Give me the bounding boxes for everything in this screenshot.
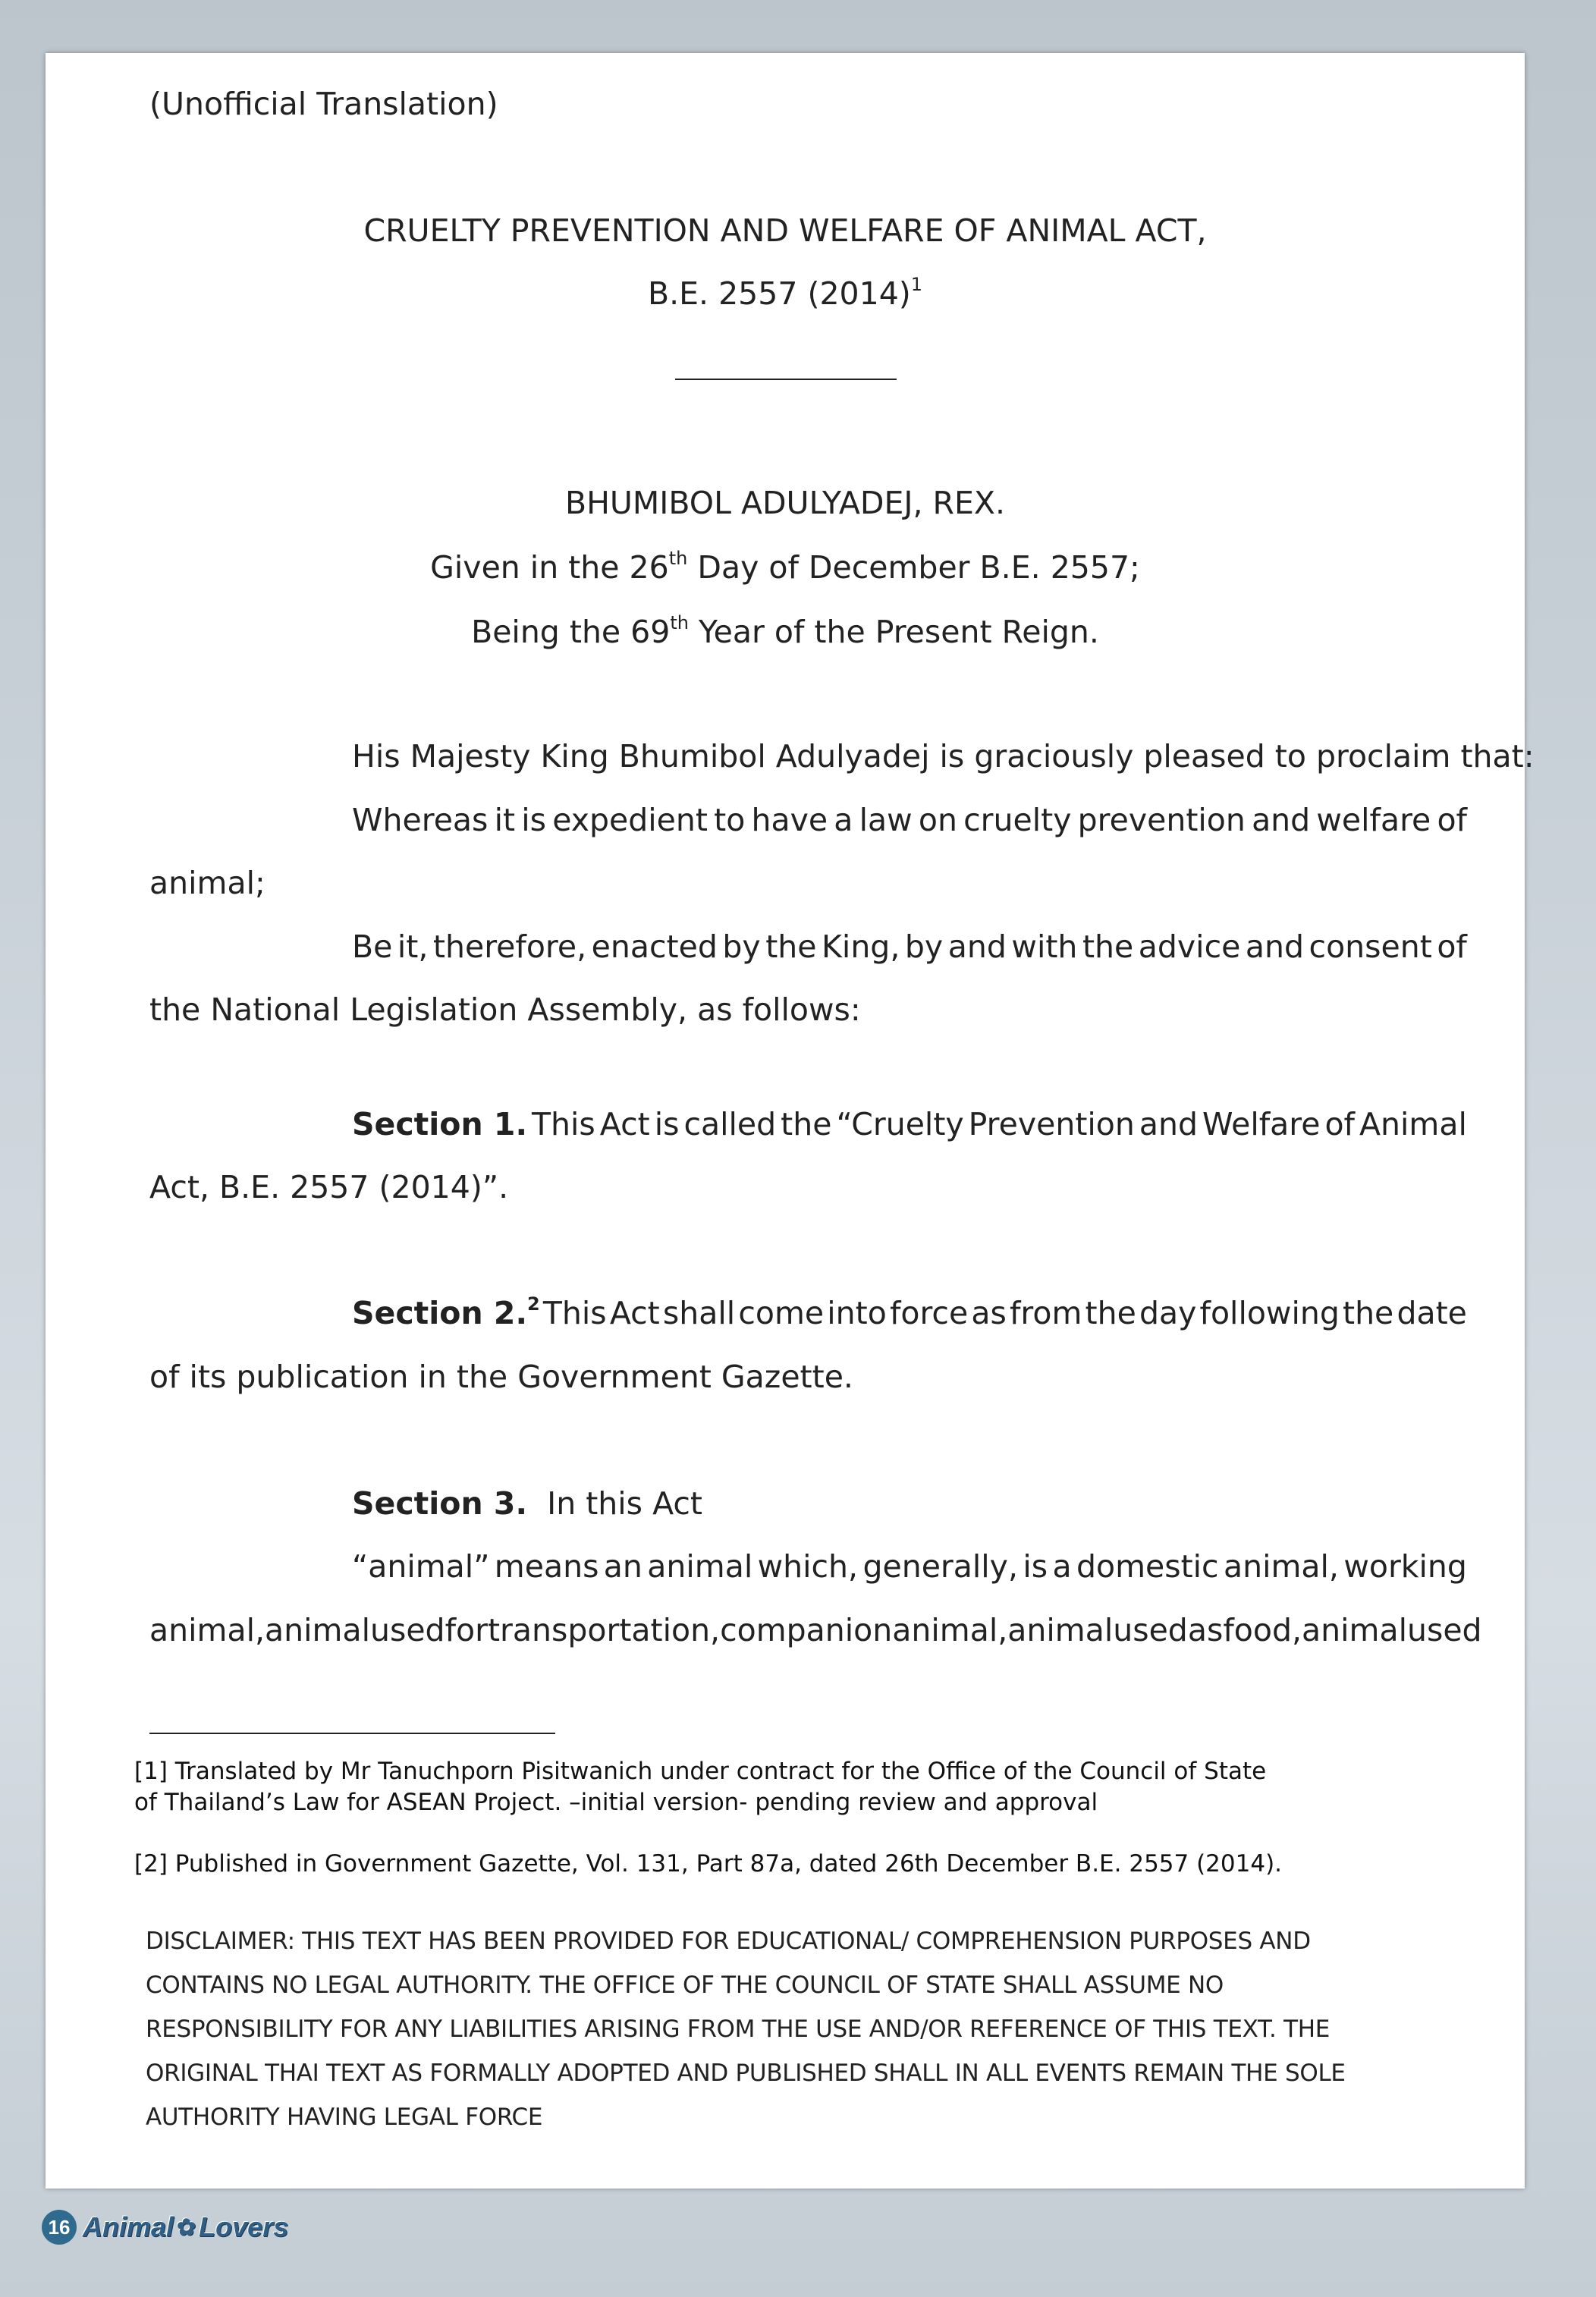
word: King, xyxy=(822,929,900,965)
word: on xyxy=(918,802,957,838)
footnote-ref-1[interactable]: 1 xyxy=(910,274,923,295)
word: animal xyxy=(1302,1612,1407,1648)
disclaimer-line3: RESPONSIBILITY FOR ANY LIABILITIES ARISING FROM THE USE AND/OR REFERENCE OF THIS TEXT. THE xyxy=(146,2016,1331,2043)
word: animal, xyxy=(149,1612,265,1648)
word: by xyxy=(722,929,761,965)
word: prevention xyxy=(1077,802,1246,838)
section-3-line2 xyxy=(149,1612,1482,1648)
section-1-end: Act, B.E. 2557 (2014)”. xyxy=(149,1169,509,1205)
preamble-whereas-line xyxy=(352,802,1467,838)
word: from xyxy=(1009,1295,1082,1331)
word: and xyxy=(1245,929,1305,965)
preamble-proclaim: His Majesty King Bhumibol Adulyadej is graciously pleased to proclaim that: xyxy=(352,738,1535,775)
word: used xyxy=(1406,1612,1482,1648)
word: is xyxy=(1023,1548,1048,1585)
word: “animal” xyxy=(352,1548,490,1585)
act-title-line1: CRUELTY PREVENTION AND WELFARE OF ANIMAL ACT, xyxy=(363,212,1207,249)
word: the xyxy=(1085,1295,1136,1331)
word: it, xyxy=(397,929,429,965)
word: working xyxy=(1343,1548,1467,1585)
word: is xyxy=(654,1106,680,1142)
word: transportation, xyxy=(487,1612,721,1648)
word: date xyxy=(1396,1295,1467,1331)
word: expedient xyxy=(552,802,708,838)
footnote-2: [2] Published in Government Gazette, Vol. 131, Part 87a, dated 26th December B.E. 2557 (2014). xyxy=(134,1850,1283,1878)
footnote-1-line1: [1] Translated by Mr Tanuchporn Pisitwanich under contract for the Office of the Council of State xyxy=(134,1758,1267,1785)
word: enacted xyxy=(591,929,718,965)
word: law xyxy=(859,802,913,838)
word: following xyxy=(1199,1295,1340,1331)
word: by xyxy=(904,929,944,965)
word: This xyxy=(542,1295,607,1331)
unofficial-translation-label: (Unofficial Translation) xyxy=(149,86,498,122)
word: force xyxy=(889,1295,969,1331)
word: Act xyxy=(609,1295,660,1331)
word: Whereas xyxy=(352,802,489,838)
king-name: BHUMIBOL ADULYADEJ, REX. xyxy=(564,485,1006,521)
word: food, xyxy=(1223,1612,1302,1648)
section-2-line xyxy=(352,1293,1467,1331)
word: animal xyxy=(265,1612,370,1648)
word: welfare xyxy=(1316,802,1431,838)
word: the xyxy=(1343,1295,1394,1331)
word: therefore, xyxy=(432,929,587,965)
word: the xyxy=(765,929,817,965)
word: and xyxy=(947,929,1007,965)
word: Be xyxy=(352,929,393,965)
page-footer xyxy=(42,2210,288,2245)
word: into xyxy=(827,1295,887,1331)
document-page xyxy=(46,53,1535,2189)
word: an xyxy=(603,1548,642,1585)
word: as xyxy=(971,1295,1007,1331)
word: a xyxy=(1052,1548,1072,1585)
page-number-badge: 16 xyxy=(42,2210,77,2245)
magazine-logo: Animal ✿ Lovers xyxy=(83,2211,289,2242)
word: of xyxy=(1437,802,1467,838)
word: domestic xyxy=(1076,1548,1219,1585)
word: is xyxy=(521,802,547,838)
word: means xyxy=(494,1548,599,1585)
word: to xyxy=(714,802,746,838)
preamble-whereas-end: animal; xyxy=(149,865,265,901)
footnote-1-line2: of Thailand’s Law for ASEAN Project. –initial version- pending review and approval xyxy=(134,1789,1098,1816)
word: Welfare xyxy=(1202,1106,1321,1142)
word: have xyxy=(751,802,828,838)
word: used xyxy=(1113,1612,1188,1648)
word: as xyxy=(1187,1612,1224,1648)
footnote-divider xyxy=(149,1733,555,1734)
word: “Cruelty xyxy=(836,1106,964,1142)
disclaimer-line4: ORIGINAL THAI TEXT AS FORMALLY ADOPTED AND PUBLISHED SHALL IN ALL EVENTS REMAIN THE SOLE xyxy=(146,2060,1346,2087)
word: a xyxy=(834,802,853,838)
word: animal xyxy=(647,1548,753,1585)
word: with xyxy=(1011,929,1078,965)
act-title-line2: B.E. 2557 $(2014)^1$ xyxy=(647,274,923,312)
section-3-heading: Section 3. In this Act xyxy=(352,1485,703,1522)
word: of xyxy=(1437,929,1467,965)
word: the xyxy=(781,1106,832,1142)
word: and xyxy=(1252,802,1311,838)
word: it xyxy=(494,802,516,838)
section-3-line1 xyxy=(352,1548,1467,1585)
word: come xyxy=(738,1295,825,1331)
section-1-line xyxy=(352,1106,1467,1142)
section-label: Section 1. xyxy=(352,1106,528,1142)
word: companion xyxy=(720,1612,893,1648)
preamble-enacted-end: the National Legislation Assembly, as follows: xyxy=(149,991,861,1028)
word: animal xyxy=(1007,1612,1114,1648)
word: generally, xyxy=(862,1548,1018,1585)
reign-year: Being the 69th Year of the Present Reign. xyxy=(471,612,1099,650)
word: This xyxy=(532,1106,595,1142)
paw-icon: ✿ xyxy=(177,2214,196,2240)
disclaimer-line5: AUTHORITY HAVING LEGAL FORCE xyxy=(146,2104,543,2131)
section-2-end: of its publication in the Government Gazette. xyxy=(149,1359,853,1395)
word: consent xyxy=(1309,929,1432,965)
word: Act xyxy=(599,1106,650,1142)
word: for xyxy=(445,1612,488,1648)
word: called xyxy=(683,1106,777,1142)
word: Prevention xyxy=(968,1106,1135,1142)
word: Animal xyxy=(1359,1106,1467,1142)
word: day xyxy=(1139,1295,1197,1331)
preamble-enacted-line xyxy=(352,929,1467,965)
section-label: Section 2.$^2$ xyxy=(352,1293,540,1331)
disclaimer-line1: DISCLAIMER: THIS TEXT HAS BEEN PROVIDED FOR EDUCATIONAL/ COMPREHENSION PURPOSES AND xyxy=(146,1928,1311,1955)
word: used xyxy=(369,1612,445,1648)
footnote-ref-2[interactable]: 2 xyxy=(527,1293,540,1315)
word: animal, xyxy=(1223,1548,1339,1585)
word: advice xyxy=(1138,929,1241,965)
word: animal, xyxy=(892,1612,1008,1648)
title-divider xyxy=(675,379,897,380)
word: which, xyxy=(757,1548,859,1585)
word: and xyxy=(1139,1106,1198,1142)
word: shall xyxy=(662,1295,736,1331)
word: of xyxy=(1324,1106,1355,1142)
word: the xyxy=(1082,929,1134,965)
word: cruelty xyxy=(963,802,1072,838)
given-date: Given in the 26th Day of December B.E. 2557; xyxy=(430,548,1140,586)
disclaimer-line2: CONTAINS NO LEGAL AUTHORITY. THE OFFICE OF THE COUNCIL OF STATE SHALL ASSUME NO xyxy=(146,1972,1224,1999)
